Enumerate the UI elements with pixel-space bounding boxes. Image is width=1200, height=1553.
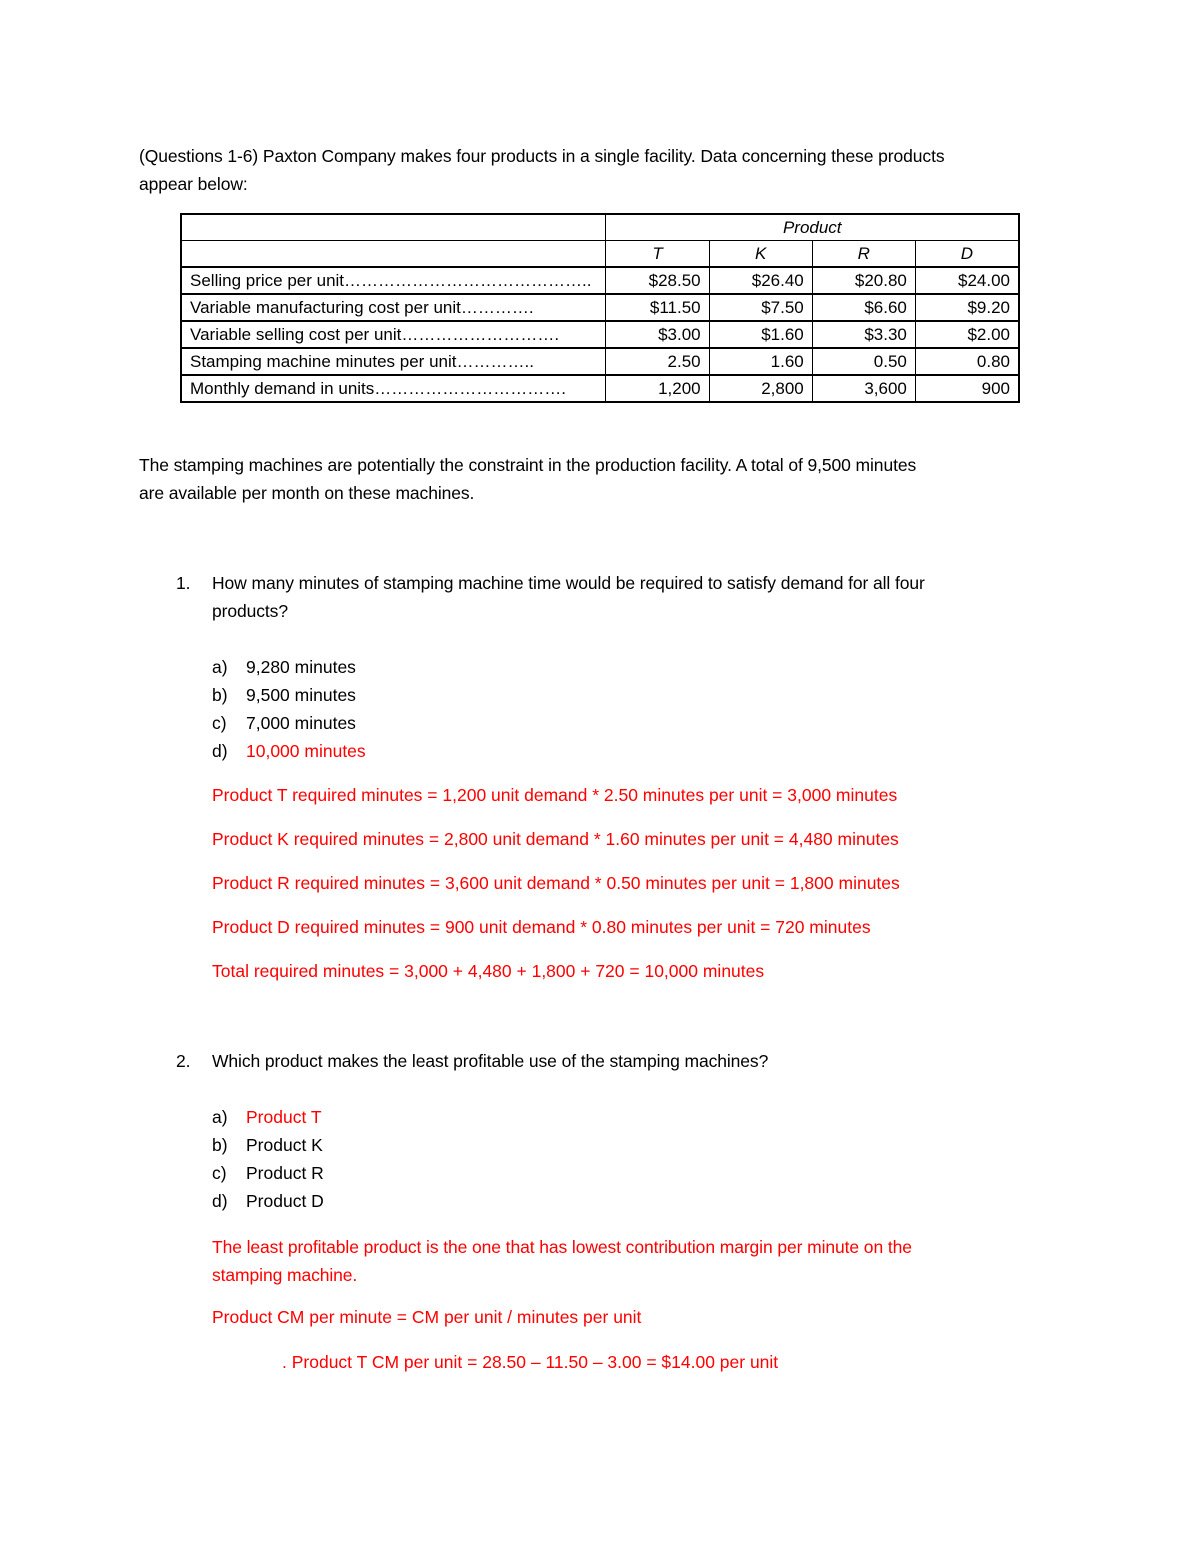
table-row [181, 375, 1019, 402]
row-label: Variable manufacturing cost per unit…………. [181, 294, 606, 321]
q2-option-b[interactable] [212, 1131, 323, 1159]
q1-explanation-line: Product D required minutes = 900 unit demand * 0.80 minutes per unit = 720 minutes [212, 917, 871, 937]
cell-value: 1.60 [709, 348, 812, 375]
cell-value: $20.80 [812, 267, 915, 294]
question-text: Which product makes the least profitable use of the stamping machines? [212, 1051, 769, 1071]
row-label: Stamping machine minutes per unit………….. [181, 348, 606, 375]
cell-value: $11.50 [606, 294, 709, 321]
option-letter: a) [212, 657, 228, 677]
q2-option-c[interactable] [212, 1159, 324, 1187]
cell-value: $3.30 [812, 321, 915, 348]
table-row [181, 294, 1019, 321]
cell-value: $6.60 [812, 294, 915, 321]
table-corner-cell [181, 214, 606, 241]
question-text-line-2: products? [212, 601, 288, 621]
table-row [181, 267, 1019, 294]
option-letter: a) [212, 1107, 228, 1127]
product-data-table [180, 213, 1020, 403]
q1-option-c[interactable] [212, 709, 356, 737]
cell-value: 2,800 [709, 375, 812, 402]
option-text: 9,280 minutes [246, 657, 356, 677]
option-text: 7,000 minutes [246, 713, 356, 733]
q1-explanation-line: Product R required minutes = 3,600 unit demand * 0.50 minutes per unit = 1,800 minutes [212, 873, 900, 893]
constraint-line-1: The stamping machines are potentially the constraint in the production facility. A total of 9,500 minutes [139, 455, 917, 475]
question-1 [176, 569, 925, 625]
q2-explanation-line-2: stamping machine. [212, 1265, 358, 1285]
option-letter: d) [212, 741, 228, 761]
question-text-line-1: How many minutes of stamping machine time would be required to satisfy demand for all four [212, 573, 925, 593]
option-letter: c) [212, 713, 227, 733]
cell-value: $7.50 [709, 294, 812, 321]
row-label: Variable selling cost per unit………………………. [181, 321, 606, 348]
intro-paragraph [139, 142, 944, 198]
table-row [181, 348, 1019, 375]
q1-explanation-line: Product T required minutes = 1,200 unit demand * 2.50 minutes per unit = 3,000 minutes [212, 785, 898, 805]
cell-value: 0.50 [812, 348, 915, 375]
intro-line-2: appear below: [139, 174, 248, 194]
table-row [181, 321, 1019, 348]
option-letter: c) [212, 1163, 227, 1183]
q1-option-a[interactable] [212, 653, 356, 681]
option-text: Product T [246, 1107, 322, 1127]
cell-value: 0.80 [915, 348, 1019, 375]
cell-value: $1.60 [709, 321, 812, 348]
option-text: Product K [246, 1135, 323, 1155]
cell-value: $2.00 [915, 321, 1019, 348]
column-header-d: D [915, 241, 1019, 268]
q2-explanation-line-1: The least profitable product is the one that has lowest contribution margin per minute on the [212, 1237, 912, 1257]
option-letter: b) [212, 685, 228, 705]
cell-value: 2.50 [606, 348, 709, 375]
question-2 [176, 1047, 768, 1075]
option-letter: d) [212, 1191, 228, 1211]
cell-value: 1,200 [606, 375, 709, 402]
product-group-header: Product [606, 214, 1019, 241]
cell-value: 3,600 [812, 375, 915, 402]
q2-option-a-correct[interactable] [212, 1103, 322, 1131]
cell-value: $26.40 [709, 267, 812, 294]
table-column-header-row [181, 241, 1019, 268]
cell-value: $9.20 [915, 294, 1019, 321]
option-text: 10,000 minutes [246, 741, 366, 761]
table-corner-cell [181, 241, 606, 268]
q1-option-d-correct[interactable] [212, 737, 366, 765]
option-letter: b) [212, 1135, 228, 1155]
option-text: 9,500 minutes [246, 685, 356, 705]
q2-product-t-cm: . Product T CM per unit = 28.50 – 11.50 – 3.00 = $14.00 per unit [282, 1352, 779, 1372]
q2-option-d[interactable] [212, 1187, 324, 1215]
intro-line-1: (Questions 1-6) Paxton Company makes four products in a single facility. Data concerning these products [139, 146, 945, 166]
cell-value: $28.50 [606, 267, 709, 294]
question-number: 2. [176, 1051, 191, 1071]
q2-explanation-intro [212, 1233, 912, 1289]
table-group-header-row [181, 214, 1019, 241]
constraint-line-2: are available per month on these machines. [139, 483, 475, 503]
option-text: Product R [246, 1163, 324, 1183]
cell-value: 900 [915, 375, 1019, 402]
q1-option-b[interactable] [212, 681, 356, 709]
constraint-paragraph [139, 451, 916, 507]
q1-explanation-total: Total required minutes = 3,000 + 4,480 + 1,800 + 720 = 10,000 minutes [212, 961, 765, 981]
option-text: Product D [246, 1191, 324, 1211]
column-header-k: K [709, 241, 812, 268]
row-label: Selling price per unit…………………………………….. [181, 267, 606, 294]
q1-explanation-line: Product K required minutes = 2,800 unit demand * 1.60 minutes per unit = 4,480 minutes [212, 829, 899, 849]
cell-value: $3.00 [606, 321, 709, 348]
cell-value: $24.00 [915, 267, 1019, 294]
q2-formula: Product CM per minute = CM per unit / minutes per unit [212, 1307, 642, 1327]
column-header-r: R [812, 241, 915, 268]
column-header-t: T [606, 241, 709, 268]
row-label: Monthly demand in units……………………………. [181, 375, 606, 402]
question-number: 1. [176, 573, 191, 593]
